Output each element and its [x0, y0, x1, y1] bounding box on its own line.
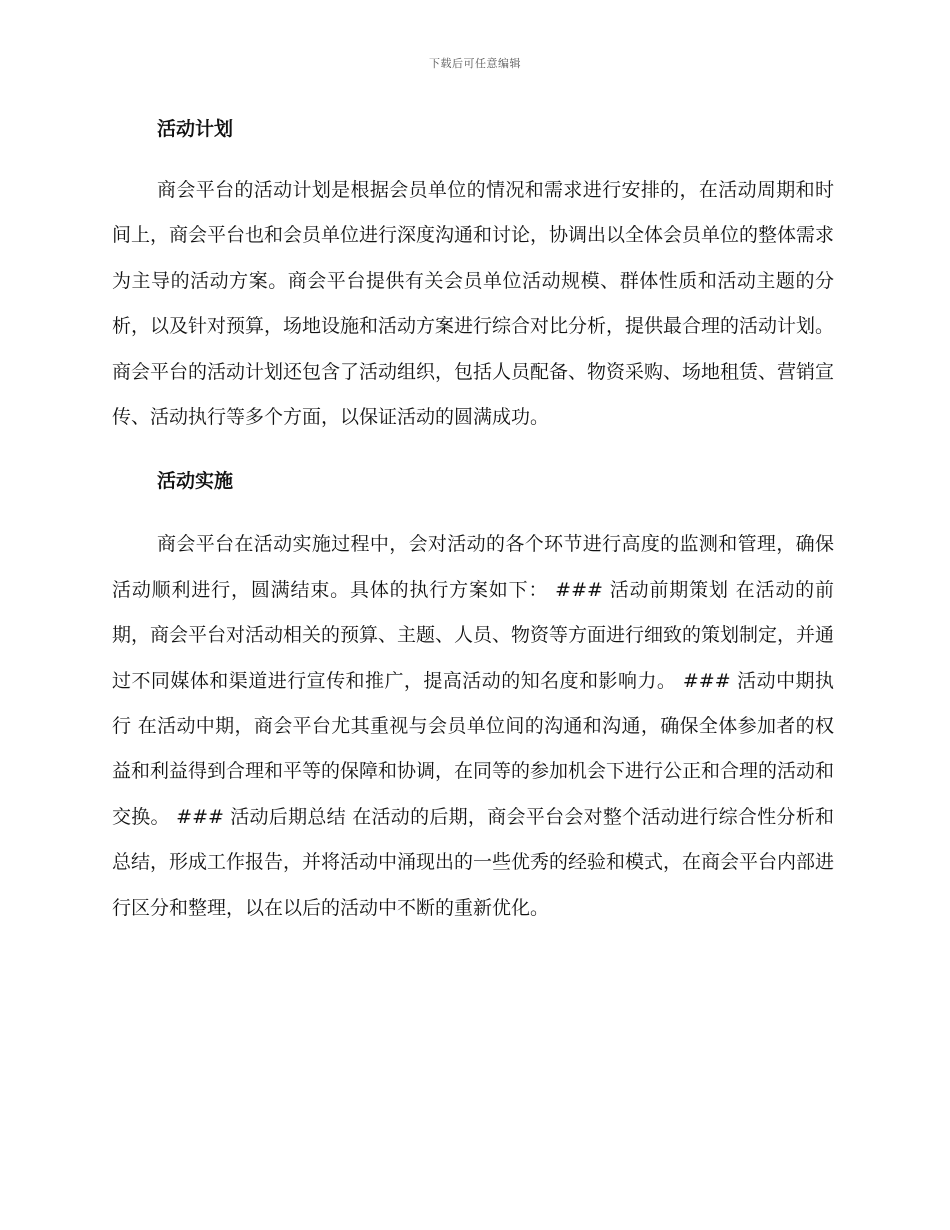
document-content [112, 112, 834, 931]
section-body-activity-plan: 商会平台的活动计划是根据会员单位的情况和需求进行安排的，在活动周期和时间上，商会平台也和会员单位进行深度沟通和讨论，协调出以全体会员单位的整体需求为主导的活动方案。商会平台提供有关会员单位活动规模、群体性质和活动主题的分析，以及针对预算，场地设施和活动方案进行综合对比分析，提供最合理的活动计划。 商会平台的活动计划还包含了活动组织，包括人员配备、物资采购、场地租赁、营销宣传、活动执行等多个方面，以保证活动的圆满成功。 [112, 179, 835, 429]
section-body-activity-implementation: 商会平台在活动实施过程中，会对活动的各个环节进行高度的监测和管理，确保活动顺利进行，圆满结束。具体的执行方案如下： ### 活动前期策划 在活动的前期，商会平台对活动相关的预算、主题、人员、物资等方面进行细致的策划制定，并通过不同媒体和渠道进行宣传和推广，提高活动的知名度和影响力。 ### 活动中期执行 在活动中期，商会平台尤其重视与会员单位间的沟通和沟通，确保全体参加者的权益和利益得到合理和平等的保障和协调，在同等的参加机会下进行公正和合理的活动和交换。 ### 活动后期总结 在活动的后期，商会平台会对整个活动进行综合性分析和总结，形成工作报告，并将活动中涌现出的一些优秀的经验和模式，在商会平台内部进行区分和整理，以在以后的活动中不断的重新优化。 [112, 533, 835, 919]
section-heading-activity-plan: 活动计划 [157, 118, 234, 140]
section-heading-activity-implementation: 活动实施 [157, 470, 234, 493]
header-note: 下载后可任意编辑 [429, 57, 521, 70]
